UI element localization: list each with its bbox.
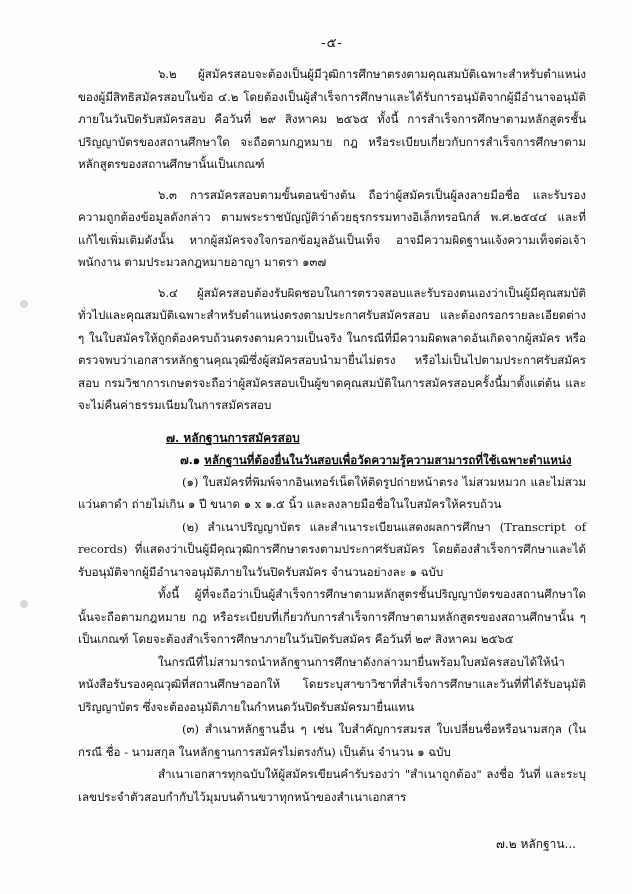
item-2-note: ทั้งนี้ ผู้ที่จะถือว่าเป็นผู้สำเร็จการศึกษาตามหลักสูตรชั้นปริญญาบัตรของสถานศึกษาใดนั้นจะถือตามกฎหมาย กฎ หรือระเบียบที่เกี่ยวกับการสำเร็จการศึกษาตามหลักสูตรของสถานศึกษานั้น ๆ เป็นเกณฑ์ โดยจะต้องสำเร็จการศึกษาภายในวันปิดรับสมัคร คือวันที่ ๒๙ สิงหาคม ๒๕๖๕ — [78, 587, 586, 646]
item-3: (๓) สำเนาหลักฐานอื่น ๆ เช่น ใบสำคัญการสมรส ใบเปลี่ยนชื่อหรือนามสกุล (ในกรณี ชื่อ - นามสกุล ในหลักฐานการสมัครไม่ตรงกัน) เป็นต้น จำนวน ๑ ฉบับ — [78, 722, 586, 759]
item-2-alternative: ในกรณีที่ไม่สามารถนำหลักฐานการศึกษาดังกล่าวมายื่นพร้อมใบสมัครสอบได้ให้นำหนังสือรับรองคุณวุฒิที่สถานศึกษาออกให้ โดยระบุสาขาวิชาที่สำเร็จการศึกษาและวันที่ที่ได้รับอนุมัติปริญญาบัตร ซึ่งจะต้องอนุมัติภายในกำหนดวันปิดรับสมัครมายื่นแทน — [78, 654, 586, 714]
certification-note: สำเนาเอกสารทุกฉบับให้ผู้สมัครเขียนคำรับรองว่า "สำเนาถูกต้อง" ลงชื่อ วันที่ และระบุเลขประจำตัวสอบกำกับไว้มุมบนด้านขวาทุกหน้าของสำเนาเอกสาร — [78, 767, 586, 804]
page-number: -๕- — [321, 36, 343, 51]
section-7-1-title: หลักฐานที่ต้องยื่นในวันสอบเพื่อวัดความรู้ความสามารถที่ใช้เฉพาะตำแหน่ง — [204, 452, 572, 467]
section-7-1-heading — [180, 449, 586, 471]
item-2: (๒) สำเนาปริญญาบัตร และสำเนาระเบียนแสดงผลการศึกษา (Transcript of records) ที่แสดงว่าเป็นผู้มีคุณวุฒิการศึกษาตรงตามประกาศรับสมัคร โดยต้องสำเร็จการศึกษาและได้รับอนุมัติจากผู้มีอำนาจอนุมัติภายในวันปิดรับสมัคร จำนวนอย่างละ ๑ ฉบับ — [78, 519, 586, 579]
paragraph-6-2: ๖.๒ ผู้สมัครสอบจะต้องเป็นผู้มีวุฒิการศึกษาตรงตามคุณสมบัติเฉพาะสำหรับตำแหน่งของผู้มีสิทธิสมัครสอบในข้อ ๔.๒ โดยต้องเป็นผู้สำเร็จการศึกษาและได้รับการอนุมัติจากผู้มีอำนาจอนุมัติภายในวันปิดรับสมัครสอบ คือวันที่ ๒๙ สิงหาคม ๒๕๖๕ ทั้งนี้ การสำเร็จการศึกษาตามหลักสูตรชั้นปริญญาบัตรของสถานศึกษาใด จะถือตามกฎหมาย กฎ หรือระเบียบเกี่ยวกับการสำเร็จการศึกษาตามหลักสูตรของสถานศึกษานั้นเป็นเกณฑ์ — [78, 67, 586, 171]
section-7-1-number: ๗.๑ — [180, 452, 201, 467]
punch-hole — [20, 600, 28, 608]
paragraph-6-3: ๖.๓ การสมัครสอบตามขั้นตอนข้างต้น ถือว่าผู้สมัครเป็นผู้ลงลายมือชื่อ และรับรองความถูกต้องข้อมูลดังกล่าว ตามพระราชบัญญัติว่าด้วยธุรกรรมทางอิเล็กทรอนิกส์ พ.ศ.๒๕๔๔ และที่แก้ไขเพิ่มเติมดังนั้น หากผู้สมัครจงใจกรอกข้อมูลอันเป็นเท็จ อาจมีความผิดฐานแจ้งความเท็จต่อเจ้าพนักงาน ตามประมวลกฎหมายอาญา มาตรา ๑๓๗ — [78, 187, 586, 269]
continuation-marker: ๗.๒ หลักฐาน... — [495, 837, 576, 851]
paragraph-6-4: ๖.๔ ผู้สมัครสอบต้องรับผิดชอบในการตรวจสอบและรับรองตนเองว่าเป็นผู้มีคุณสมบัติทั่วไปและคุณสมบัติเฉพาะสำหรับตำแหน่งตรงตามประกาศรับสมัครสอบ และต้องกรอกรายละเอียดต่าง ๆ ในใบสมัครให้ถูกต้องครบถ้วนตรงตามความเป็นจริง ในกรณีที่มีความผิดพลาดอันเกิดจากผู้สมัคร หรือตรวจพบว่าเอกสารหลักฐานคุณวุฒิซึ่งผู้สมัครสอบนำมายื่นไม่ตรง หรือไม่เป็นไปตามประกาศรับสมัครสอบ กรมวิชาการเกษตรจะถือว่าผู้สมัครสอบเป็นผู้ขาดคุณสมบัติในการสมัครสอบครั้งนี้มาตั้งแต่ต้น และจะไม่คืนค่าธรรมเนียมในการสมัครสอบ — [78, 285, 586, 412]
punch-hole — [20, 300, 28, 308]
section-7-heading: ๗. หลักฐานการสมัครสอบ — [166, 430, 300, 445]
item-1: (๑) ใบสมัครที่พิมพ์จากอินเทอร์เน็ตให้ติดรูปถ่ายหน้าตรง ไม่สวมหมวก และไม่สวมแว่นตาดำ ถ่ายไม่เกิน ๑ ปี ขนาด ๑ x ๑.๕ นิ้ว และลงลายมือชื่อในใบสมัครให้ครบถ้วน — [78, 474, 586, 511]
